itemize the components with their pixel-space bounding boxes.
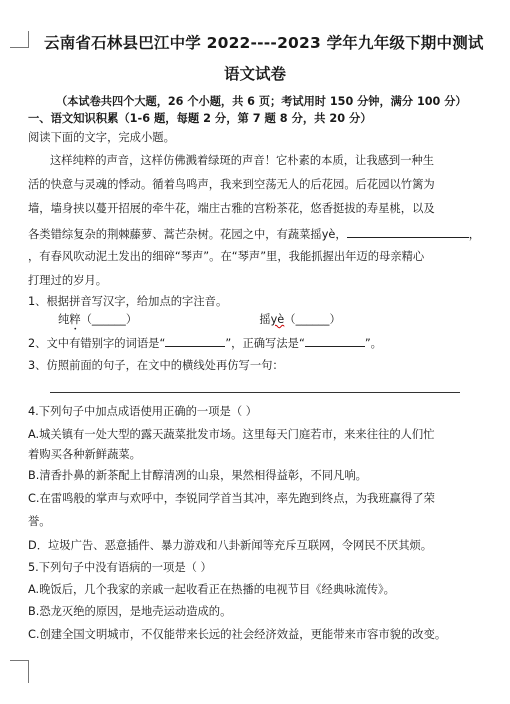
option-a-cont: 着购买各种新鲜蔬菜。 xyxy=(28,448,141,461)
option-a: A.城关镇有一处大型的露天蔬菜批发市场。这里每天门庭若市，来来往往的人们忙 xyxy=(28,428,435,441)
wrong-word-blank[interactable] xyxy=(165,334,225,347)
pinyin-yè: yè xyxy=(270,313,285,326)
question-2: 2、文中有错别字的词语是“ ”，正确写法是“ ”。 xyxy=(28,334,496,351)
passage-line: 墙，墙身挟以蔓开招展的牵牛花，端庄古雅的宫粉茶花，悠香挺拔的寿星桃，以及 xyxy=(28,202,435,215)
answer-paren-1[interactable]: （______） xyxy=(80,313,138,326)
passage-line: 各类错综复杂的荆棘藤萝、蒿芒杂树。花园之中，有蔬菜摇yè， ， xyxy=(28,225,496,242)
question-4: 4.下列句子中加点成语使用正确的一项是（ ） xyxy=(28,405,258,418)
passage-line: ，有春风吹动泥土发出的细碎“琴声”。在“琴声”里，我能抓握出年迈的母亲精心 xyxy=(28,250,425,263)
passage-line: 这样纯粹的声音，这样仿佛溅着绿斑的声音！它朴素的本质，让我感到一种生 xyxy=(50,154,435,167)
reading-prompt: 阅读下面的文字，完成小题。 xyxy=(28,131,175,144)
option-c: C.创建全国文明城市，不仅能带来长远的社会经济效益，更能带来市容市貌的改变。 xyxy=(28,628,447,641)
correct-word-blank[interactable] xyxy=(305,334,365,347)
question-1: 1、根据拼音写汉字，给加点的字注音。 xyxy=(28,295,228,308)
pinyin-annotation: yè xyxy=(321,228,336,241)
option-d: D．垃圾广告、恶意插件、暴力游戏和八卦新闻等充斥互联网，令网民不厌其烦。 xyxy=(28,539,433,552)
crop-mark-top-left xyxy=(10,31,29,48)
option-c: C.在雷鸣般的掌声与欢呼中，李锐同学首当其冲，率先跑到终点，为我班赢得了荣 xyxy=(28,492,435,505)
question-5: 5.下列句子中没有语病的一项是（ ） xyxy=(28,561,212,574)
exam-subtitle: 语文试卷 xyxy=(223,65,286,83)
dotted-char: 粹 xyxy=(69,313,81,326)
passage-line: 活的快意与灵魂的悸动。循着鸟鸣声，我来到空荡无人的后花园。后花园以竹篱为 xyxy=(28,178,435,191)
fill-blank-imitation[interactable] xyxy=(347,225,469,238)
passage-text: 各类错综复杂的荆棘藤萝、蒿芒杂树。花园之中，有蔬菜摇 xyxy=(28,228,322,241)
exam-title: 云南省石林县巴江中学 2022----2023 学年九年级下期中测试 xyxy=(44,34,484,52)
passage-line: 打理过的岁月。 xyxy=(28,274,108,287)
crop-mark-bottom-left xyxy=(10,660,29,683)
answer-paren-2[interactable]: （______） xyxy=(284,313,341,326)
option-a: A.晚饭后，几个我家的亲戚一起收看正在热播的电视节目《经典咏流传》。 xyxy=(28,583,395,596)
answer-line-q3[interactable] xyxy=(50,392,460,393)
option-b: B.恐龙灭绝的原因，是地壳运动造成的。 xyxy=(28,605,232,618)
exam-instructions: （本试卷共四个大题，26 个小题，共 6 页；考试用时 150 分钟，满分 100 分） xyxy=(56,95,467,108)
option-b: B.清香扑鼻的新茶配上甘醇清冽的山泉，果然相得益彰，不同凡响。 xyxy=(28,469,367,482)
question-1-items: 纯粹（______） 摇yè（______） xyxy=(58,313,341,326)
option-c-cont: 誉。 xyxy=(28,515,51,528)
question-3: 3、仿照前面的句子，在文中的横线处再仿写一句： xyxy=(28,359,284,372)
section-heading: 一、语文知识积累（1-6 题，每题 2 分，第 7 题 8 分，共 20 分） xyxy=(28,112,372,125)
